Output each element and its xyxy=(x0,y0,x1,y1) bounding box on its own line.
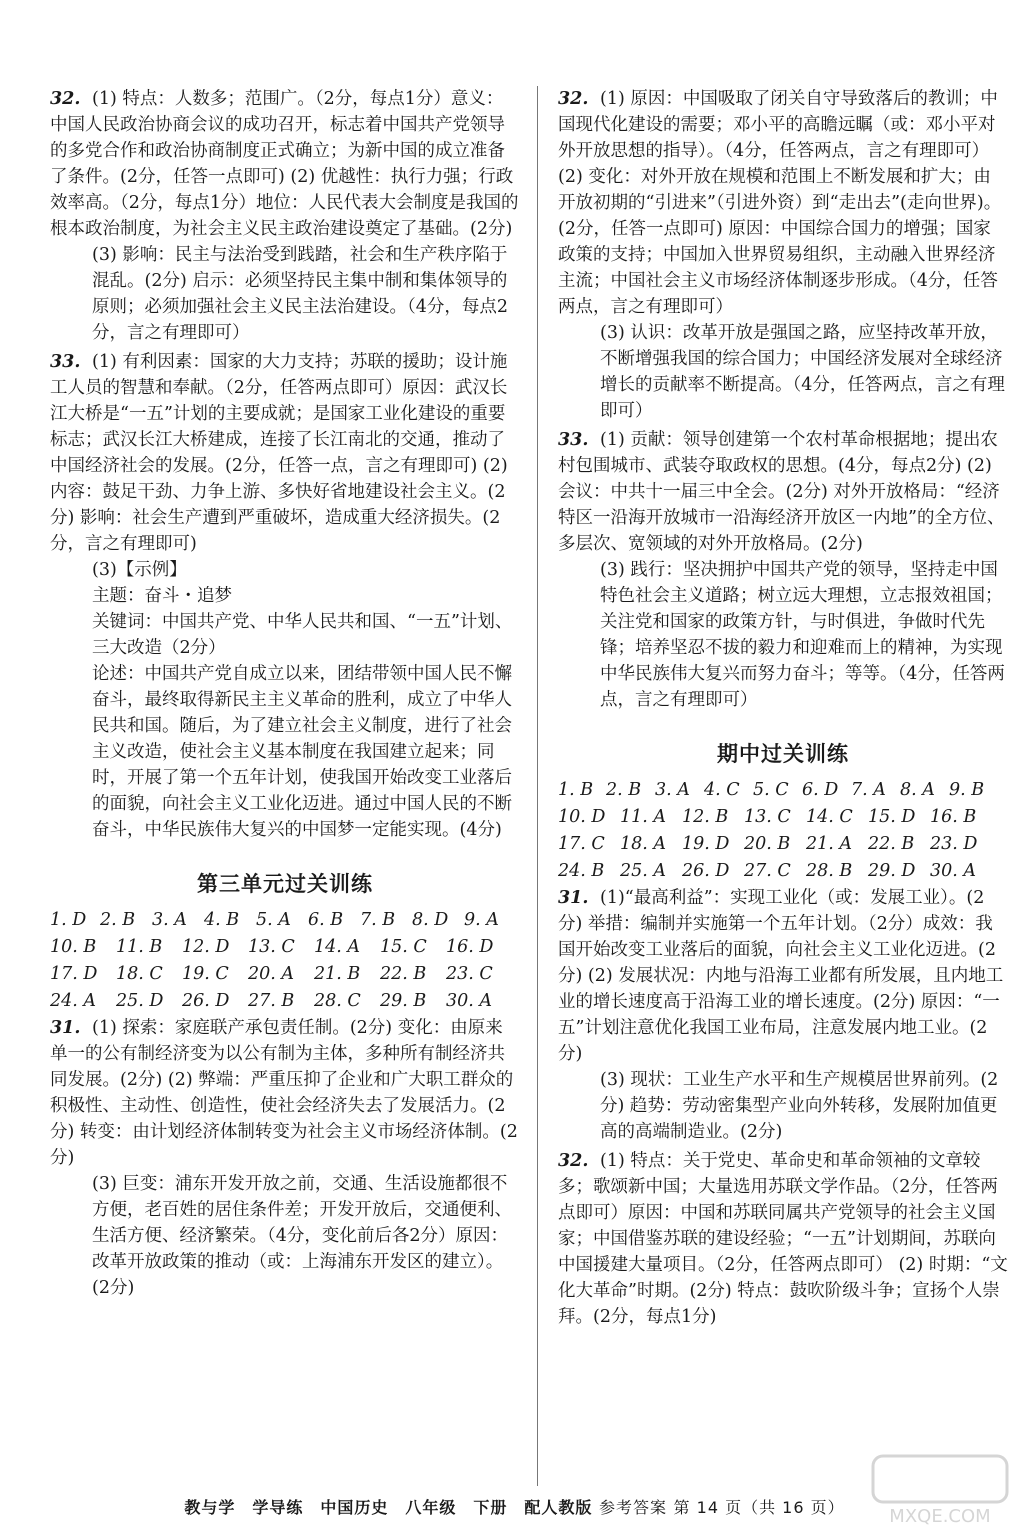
answer-row xyxy=(50,961,520,988)
answer-cell: 23. D xyxy=(930,834,978,854)
answer-keywords: 关键词：中国共产党、中华人民共和国、“一五”计划、三大改造（2分） xyxy=(92,612,513,658)
answer-part-2: (2) 时期：“文化大革命”时期。(2分) 特点：鼓吹阶级斗争；宣扬个人崇拜。(2分，每点1分) xyxy=(558,1255,1008,1327)
answer-cell: 22. B xyxy=(380,964,427,984)
question-number: 33. xyxy=(50,352,81,372)
question-number: 31. xyxy=(558,888,589,908)
answer-cell: 20. B xyxy=(744,834,791,854)
answer-part-3: (3) 认识：改革开放是强国之路，应坚持改革开放，不断增强我国的综合国力；中国经济发展对全球经济增长的贡献率不断提高。（4分，任答两点，言之有理即可） xyxy=(600,323,1005,421)
answer-cell: 4. C xyxy=(704,780,740,800)
answer-cell: 3. A xyxy=(152,910,187,930)
answer-cell: 21. B xyxy=(314,964,361,984)
answer-part-1: (1) 有利因素：国家的大力支持；苏联的援助；设计施工人员的智慧和奉献。（2分，任答两点即可）原因：武汉长江大桥是“一五”计划的主要成就；是国家工业化建设的重要标志；武汉长江大桥建成，连接了长江南北的交通，推动了中国经济社会的发展。(2分，任答一点，言之有理即可) xyxy=(50,352,508,476)
answer-cell: 29. D xyxy=(868,861,916,881)
left-column xyxy=(50,86,520,1304)
answer-cell: 26. D xyxy=(682,861,730,881)
answer-cell: 8. A xyxy=(900,780,935,800)
answer-cell: 28. B xyxy=(806,861,853,881)
unit3-answer-grid xyxy=(50,907,520,1015)
answer-part-3: (3)【示例】 xyxy=(92,560,187,580)
answer-cell: 24. B xyxy=(558,861,605,881)
answer-cell: 27. C xyxy=(744,861,791,881)
answer-cell: 6. D xyxy=(802,780,839,800)
question-number: 31. xyxy=(50,1018,81,1038)
book-series: 教与学 学导练 中国历史 八年级 下册 配人教版 xyxy=(184,1498,593,1517)
answer-part-2: (2) 弊端：严重压抑了企业和广大职工群众的积极性、主动性、创造性，使社会经济失去了发展活力。(2分) 转变：由计划经济体制转变为社会主义市场经济体制。(2分) xyxy=(50,1070,518,1168)
answer-part-2: (2) 优越性：执行力强；行政效率高。（2分，每点1分）地位：人民代表大会制度是我国的根本政治制度，为社会主义民主政治建设奠定了基础。(2分) xyxy=(50,167,519,239)
answer-cell: 17. D xyxy=(50,964,98,984)
answers-label: 参考答案 xyxy=(598,1498,667,1517)
answer-cell: 12. B xyxy=(682,807,729,827)
answer-part-1: (1) 贡献：领导创建第一个农村革命根据地；提出农村包围城市、武装夺取政权的思想。(4分，每点2分) xyxy=(558,430,998,476)
answer-cell: 17. C xyxy=(558,834,605,854)
answer-part-2: (2) 会议：中共十一届三中全会。(2分) 对外开放格局：“经济特区一沿海开放城市一沿海经济开放区一内地”的全方位、多层次、宽领域的对外开放格局。(2分) xyxy=(558,456,1005,554)
answer-cell: 5. A xyxy=(256,910,291,930)
answer-cell: 30. A xyxy=(446,991,493,1011)
answer-cell: 7. A xyxy=(851,780,886,800)
answer-essay: 论述：中国共产党自成立以来，团结带领中国人民不懈奋斗，最终取得新民主主义革命的胜利，成立了中华人民共和国。随后，为了建立社会主义制度，进行了社会主义改造，使社会主义基本制度在我国建立起来；同时，开展了第一个五年计划，使我国开始改变工业落后的面貌，向社会主义工业化迈进。通过中国人民的不断奋斗，中华民族伟大复兴的中国梦一定能实现。(4分) xyxy=(92,664,512,840)
answer-cell: 15. D xyxy=(868,807,916,827)
answer-cell: 11. B xyxy=(116,937,163,957)
question-number: 32. xyxy=(50,89,81,109)
question-31-unit3 xyxy=(50,1015,520,1301)
question-33-right xyxy=(558,427,1008,713)
question-32-midterm xyxy=(558,1148,1008,1330)
section-title-midterm: 期中过关训练 xyxy=(717,742,849,766)
answer-row xyxy=(558,777,1008,804)
answer-part-1: (1) 特点：人数多；范围广。（2分，每点1分）意义：中国人民政治协商会议的成功召开，标志着中国共产党领导的多党合作和政治协商制度正式确立；为新中国的成立准备了条件。(2分，任答一点即可) xyxy=(50,89,505,187)
answer-cell: 16. B xyxy=(930,807,977,827)
answer-cell: 9. B xyxy=(949,780,985,800)
answer-part-3: (3) 影响：民主与法治受到践踏，社会和生产秩序陷于混乱。(2分) 启示：必须坚持民主集中制和集体领导的原则；必须加强社会主义民主法治建设。（4分，每点2分，言之有理即可） xyxy=(92,245,509,343)
answer-part-3: (3) 践行：坚决拥护中国共产党的领导，坚持走中国特色社会主义道路；树立远大理想，立志报效祖国；关注党和国家的政策方针，与时俱进，争做时代先锋；培养坚忍不拔的毅力和迎难而上的精神，为实现中华民族伟大复兴而努力奋斗；等等。（4分，任答两点，言之有理即可） xyxy=(600,560,1005,710)
answer-row xyxy=(558,858,1008,885)
answer-cell: 27. B xyxy=(248,991,295,1011)
site-watermark xyxy=(865,1450,1015,1530)
answer-part-3: (3) 现状：工业生产水平和生产规模居世界前列。(2分) 趋势：劳动密集型产业向外转移，发展附加值更高的高端制造业。(2分) xyxy=(600,1070,999,1142)
answer-row xyxy=(50,934,520,961)
answer-cell: 19. D xyxy=(682,834,730,854)
answer-cell: 29. B xyxy=(380,991,427,1011)
answer-cell: 10. D xyxy=(558,807,606,827)
answer-cell: 12. D xyxy=(182,937,230,957)
answer-part-1: (1) 特点：关于党史、革命史和革命领袖的文章较多；歌颂新中国；大量选用苏联文学作品。（2分，任答两点即可）原因：中国和苏联同属共产党领导的社会主义国家；中国借鉴苏联的建设经验；“一五”计划期间，苏联向中国援建大量项目。（2分，任答两点即可） xyxy=(558,1151,998,1275)
midterm-answer-grid xyxy=(558,777,1008,885)
answer-cell: 23. C xyxy=(446,964,493,984)
answer-cell: 8. D xyxy=(412,910,449,930)
answer-cell: 5. C xyxy=(753,780,789,800)
answer-cell: 1. B xyxy=(558,780,594,800)
answer-row xyxy=(558,804,1008,831)
section-title-unit3: 第三单元过关训练 xyxy=(197,872,373,896)
answer-part-2: (2) 发展状况：内地与沿海工业都有所发展，且内地工业的增长速度高于沿海工业的增长速度。(2分) 原因：“一五”计划注意优化我国工业布局，注意发展内地工业。(2分) xyxy=(558,966,1004,1064)
answer-cell: 26. D xyxy=(182,991,230,1011)
answer-cell: 13. C xyxy=(744,807,791,827)
answer-row xyxy=(50,907,520,934)
answer-part-1: (1)“最高利益”：实现工业化（或：发展工业）。(2分) 举措：编制并实施第一个五年计划。（2分）成效：我国开始改变工业落后的面貌，向社会主义工业化迈进。(2分) xyxy=(558,888,996,986)
answer-cell: 21. A xyxy=(806,834,853,854)
answer-cell: 25. A xyxy=(620,861,667,881)
answer-row xyxy=(558,831,1008,858)
question-31-midterm xyxy=(558,885,1008,1145)
answer-cell: 22. B xyxy=(868,834,915,854)
answer-cell: 4. B xyxy=(204,910,240,930)
answer-cell: 25. D xyxy=(116,991,164,1011)
question-number: 32. xyxy=(558,89,589,109)
answer-part-3: (3) 巨变：浦东开发开放之前，交通、生活设施都很不方便，老百姓的居住条件差；开发开放后，交通便利、生活方便、经济繁荣。（4分，变化前后各2分）原因：改革开放政策的推动（或：上海浦东开发区的建立）。(2分) xyxy=(92,1174,512,1298)
answer-cell: 24. A xyxy=(50,991,97,1011)
answer-part-2: (2) 变化：对外开放在规模和范围上不断发展和扩大；由开放初期的“引进来”（引进外资）到“走出去”(走向世界)。(2分，任答一点即可) 原因：中国综合国力的增强；国家政策的支持；中国加入世界贸易组织，主动融入世界经济主流；中国社会主义市场经济体制逐步形成。（4分，任答两点，言之有理即可） xyxy=(558,167,1002,317)
question-32-right xyxy=(558,86,1008,424)
answer-cell: 7. B xyxy=(360,910,396,930)
answer-cell: 14. C xyxy=(806,807,853,827)
answer-part-1: (1) 探索：家庭联产承包责任制。(2分) 变化：由原来单一的公有制经济变为以公有制为主体，多种所有制经济共同发展。(2分) xyxy=(50,1018,505,1090)
answer-cell: 13. C xyxy=(248,937,295,957)
right-column xyxy=(558,86,1008,1333)
answer-cell: 16. D xyxy=(446,937,494,957)
column-divider xyxy=(537,86,538,1486)
answer-cell: 2. B xyxy=(100,910,136,930)
answer-cell: 10. B xyxy=(50,937,97,957)
answer-cell: 9. A xyxy=(464,910,499,930)
answer-cell: 3. A xyxy=(655,780,690,800)
answer-cell: 19. C xyxy=(182,964,229,984)
question-number: 32. xyxy=(558,1151,589,1171)
answer-cell: 18. C xyxy=(116,964,163,984)
answer-cell: 6. B xyxy=(308,910,344,930)
question-33-left xyxy=(50,349,520,843)
answer-part-1: (1) 原因：中国吸取了闭关自守导致落后的教训；中国现代化建设的需要；邓小平的高瞻远瞩（或：邓小平对外开放思想的指导）。（4分，任答两点，言之有理即可） xyxy=(558,89,998,161)
answer-cell: 15. C xyxy=(380,937,427,957)
answer-cell: 28. C xyxy=(314,991,361,1011)
question-number: 33. xyxy=(558,430,589,450)
answer-cell: 1. D xyxy=(50,910,87,930)
answer-cell: 30. A xyxy=(930,861,977,881)
answer-part-2: (2) 内容：鼓足干劲、力争上游、多快好省地建设社会主义。(2分) 影响：社会生产遭到严重破坏，造成重大经济损失。(2分，言之有理即可) xyxy=(50,456,508,554)
question-32-left xyxy=(50,86,520,346)
page-number: 第 14 页（共 16 页） xyxy=(673,1498,845,1517)
answer-cell: 11. A xyxy=(620,807,667,827)
watermark-text: MXQE.COM xyxy=(889,1506,991,1527)
answer-row xyxy=(50,988,520,1015)
answer-cell: 18. A xyxy=(620,834,667,854)
answer-theme: 主题：奋斗・追梦 xyxy=(92,586,232,606)
answer-cell: 20. A xyxy=(248,964,295,984)
answer-cell: 2. B xyxy=(606,780,642,800)
answer-cell: 14. A xyxy=(314,937,361,957)
